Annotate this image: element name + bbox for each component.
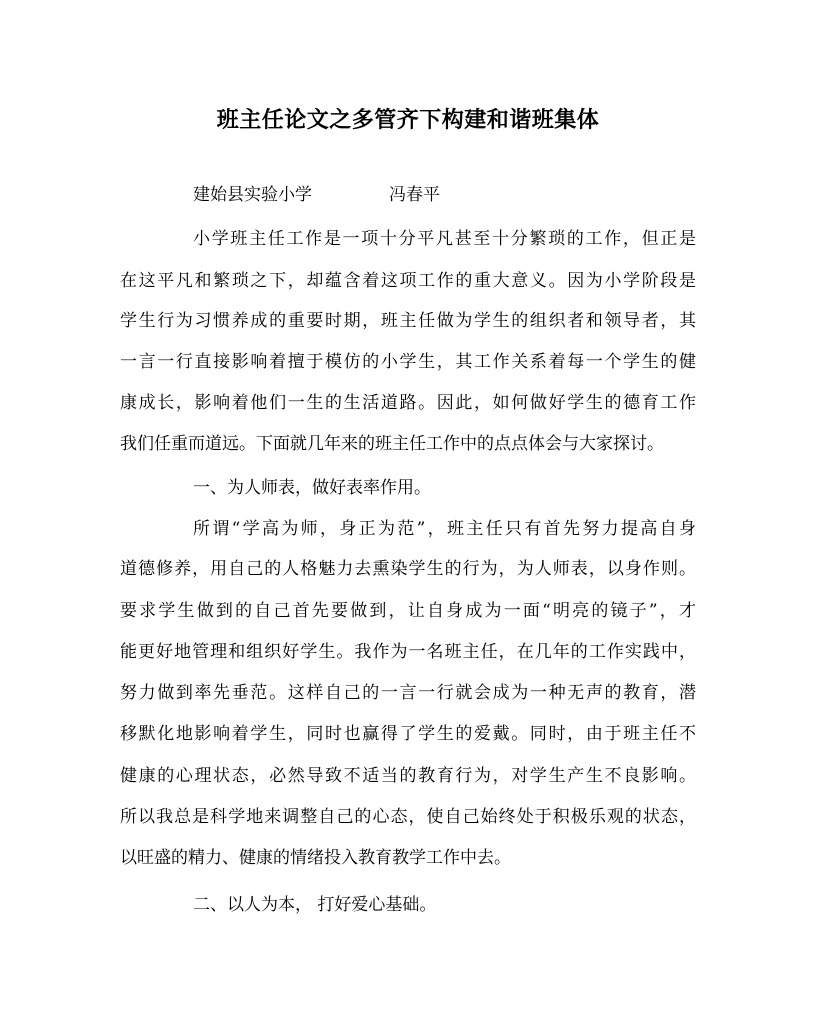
paragraph-2-line: 以旺盛的精力、健康的情绪投入教育教学工作中去。: [120, 848, 511, 868]
author-school: 建始县实验小学: [193, 185, 312, 205]
paragraph-2-line: 移默化地影响着学生，同时也赢得了学生的爱戴。同时，由于班主任不: [120, 724, 696, 744]
paragraph-2-line: 道德修养，用自己的人格魅力去熏染学生的行为，为人师表，以身作则。: [120, 559, 696, 579]
paragraph-1-line: 小学班主任工作是一项十分平凡甚至十分繁琐的工作，但正是: [193, 229, 696, 249]
paragraph-1-line: 我们任重而道远。下面就几年来的班主任工作中的点点体会与大家探讨。: [120, 434, 664, 454]
paragraph-1-line: 在这平凡和繁琐之下，却蕴含着这项工作的重大意义。因为小学阶段是: [120, 271, 696, 291]
paragraph-2-line: 要求学生做到的自己首先要做到，让自身成为一面“明亮的镜子”，才: [120, 601, 696, 621]
paragraph-2-line: 所谓“学高为师，身正为范”，班主任只有首先努力提高自身: [193, 519, 696, 539]
section-heading-1: 一、为人师表，做好表率作用。: [193, 478, 431, 498]
paragraph-2-line: 健康的心理状态，必然导致不适当的教育行为，对学生产生不良影响。: [120, 766, 696, 786]
paragraph-1-line: 康成长，影响着他们一生的生活道路。因此，如何做好学生的德育工作: [120, 393, 696, 413]
paragraph-2-line: 能更好地管理和组织好学生。我作为一名班主任，在几年的工作实践中，: [120, 642, 696, 662]
section-heading-2: 二、以人为本， 打好爱心基础。: [193, 895, 437, 915]
paragraph-1-line: 学生行为习惯养成的重要时期，班主任做为学生的组织者和领导者，其: [120, 311, 696, 331]
document-title: 班主任论文之多管齐下构建和谐班集体: [216, 107, 600, 133]
author-name: 冯春平: [389, 185, 440, 205]
paragraph-2-line: 努力做到率先垂范。这样自己的一言一行就会成为一种无声的教育，潜: [120, 683, 696, 703]
author-line: [193, 181, 440, 209]
paragraph-1-line: 一言一行直接影响着擅于模仿的小学生，其工作关系着每一个学生的健: [120, 352, 696, 372]
paragraph-2-line: 所以我总是科学地来调整自己的心态，使自己始终处于积极乐观的状态，: [120, 807, 696, 827]
